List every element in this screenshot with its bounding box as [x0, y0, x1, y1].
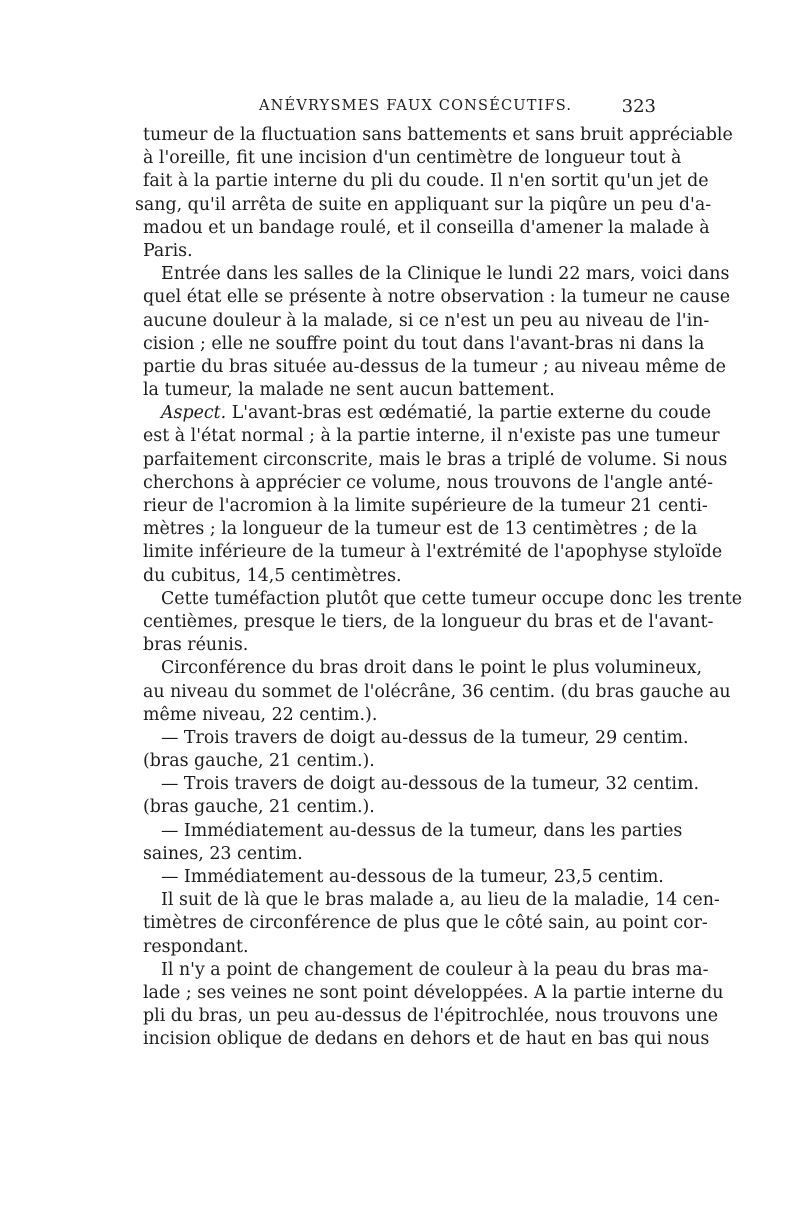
running-title: ANÉVRYSMES FAUX CONSÉCUTIFS. [259, 98, 573, 114]
paragraph [143, 889, 720, 959]
text-line [143, 402, 712, 425]
text-line: cision ; elle ne souffre point du tout dans l'avant-bras ni dans la [143, 333, 705, 354]
text-line: — Trois travers de doigt au-dessous de la tumeur, 32 centim. [161, 774, 699, 795]
text-line: tumeur de la fluctuation sans battements et sans bruit appréciable [143, 125, 733, 145]
text-line: respondant. [143, 936, 249, 957]
text-line: madou et un bandage roulé, et il conseilla d'amener la malade à [143, 217, 710, 238]
text-line: parfaitement circonscrite, mais le bras a triplé de volume. Si nous [143, 449, 728, 470]
paragraph [143, 402, 728, 588]
text-line: — Immédiatement au-dessus de la tumeur, dans les parties [161, 820, 683, 841]
text-line: Circonférence du bras droit dans le point le plus volumineux, [161, 658, 703, 679]
text-line: — Immédiatement au-dessous de la tumeur, 23,5 centim. [161, 867, 664, 887]
text-line: quel état elle se présente à notre observation : la tumeur ne cause [143, 287, 730, 308]
body-text [135, 124, 743, 1052]
text-line: cherchons à apprécier ce volume, nous trouvons de l'angle anté- [143, 472, 713, 493]
text-line: partie du bras située au-dessus de la tumeur ; au niveau même de [143, 356, 726, 377]
text-line: incision oblique de dedans en dehors et de haut en bas qui nous [143, 1029, 710, 1050]
paragraph [143, 820, 683, 866]
text-line: du cubitus, 14,5 centimètres. [143, 565, 402, 586]
paragraph [143, 773, 699, 819]
text-line: aucune douleur à la malade, si ce n'est un peu au niveau de l'in- [143, 310, 710, 331]
text-line: est à l'état normal ; à la partie interne, il n'existe pas une tumeur [143, 426, 720, 447]
paragraph [143, 866, 664, 889]
text-line: fait à la partie interne du pli du coude. Il n'en sortit qu'un jet de [143, 171, 709, 192]
text-line: centièmes, presque le tiers, de la longueur du bras et de l'avant- [143, 611, 714, 632]
text-line: à l'oreille, fit une incision d'un centimètre de longueur tout à [143, 148, 682, 169]
paragraph [135, 124, 733, 263]
text-line: (bras gauche, 21 centim.). [143, 797, 375, 818]
text-line: Il n'y a point de changement de couleur à la peau du bras ma- [161, 959, 709, 980]
paragraph [143, 263, 730, 402]
text-line: timètres de circonférence de plus que le côté sain, au point cor- [143, 913, 708, 934]
text-line: Cette tuméfaction plutôt que cette tumeur occupe donc les trente [161, 588, 743, 609]
paragraph [143, 588, 743, 658]
text-line-rest: L'avant-bras est œdématié, la partie externe du coude [226, 403, 712, 424]
paragraph [143, 727, 689, 773]
text-line: au niveau du sommet de l'olécrâne, 36 centim. (du bras gauche au [143, 681, 731, 702]
text-line: limite inférieure de la tumeur à l'extrémité de l'apophyse styloïde [143, 542, 723, 563]
text-line: mètres ; la longueur de la tumeur est de 13 centimètres ; de la [143, 519, 698, 540]
section-lead-italic: Aspect. [161, 403, 227, 424]
text-line: — Trois travers de doigt au-dessus de la tumeur, 29 centim. [161, 727, 689, 748]
paragraph [143, 959, 724, 1052]
text-line: saines, 23 centim. [143, 843, 303, 864]
text-line: pli du bras, un peu au-dessus de l'épitrochlée, nous trouvons une [143, 1006, 719, 1027]
paragraph [143, 657, 731, 727]
text-line: bras réunis. [143, 635, 249, 656]
text-line: lade ; ses veines ne sont point développées. A la partie interne du [143, 982, 724, 1003]
text-line: même niveau, 22 centim.). [143, 704, 378, 725]
text-line: Entrée dans les salles de la Clinique le lundi 22 mars, voici dans [161, 264, 730, 285]
page-number: 323 [621, 96, 656, 117]
running-header [143, 96, 656, 120]
text-line: Il suit de là que le bras malade a, au lieu de la maladie, 14 cen- [161, 890, 720, 911]
text-line: la tumeur, la malade ne sent aucun battement. [143, 380, 555, 401]
text-line: sang, qu'il arrêta de suite en appliquant sur la piqûre un peu d'a- [135, 194, 712, 215]
text-line: Paris. [143, 240, 193, 261]
text-line: (bras gauche, 21 centim.). [143, 751, 375, 772]
text-line: rieur de l'acromion à la limite supérieure de la tumeur 21 centi- [143, 496, 708, 516]
